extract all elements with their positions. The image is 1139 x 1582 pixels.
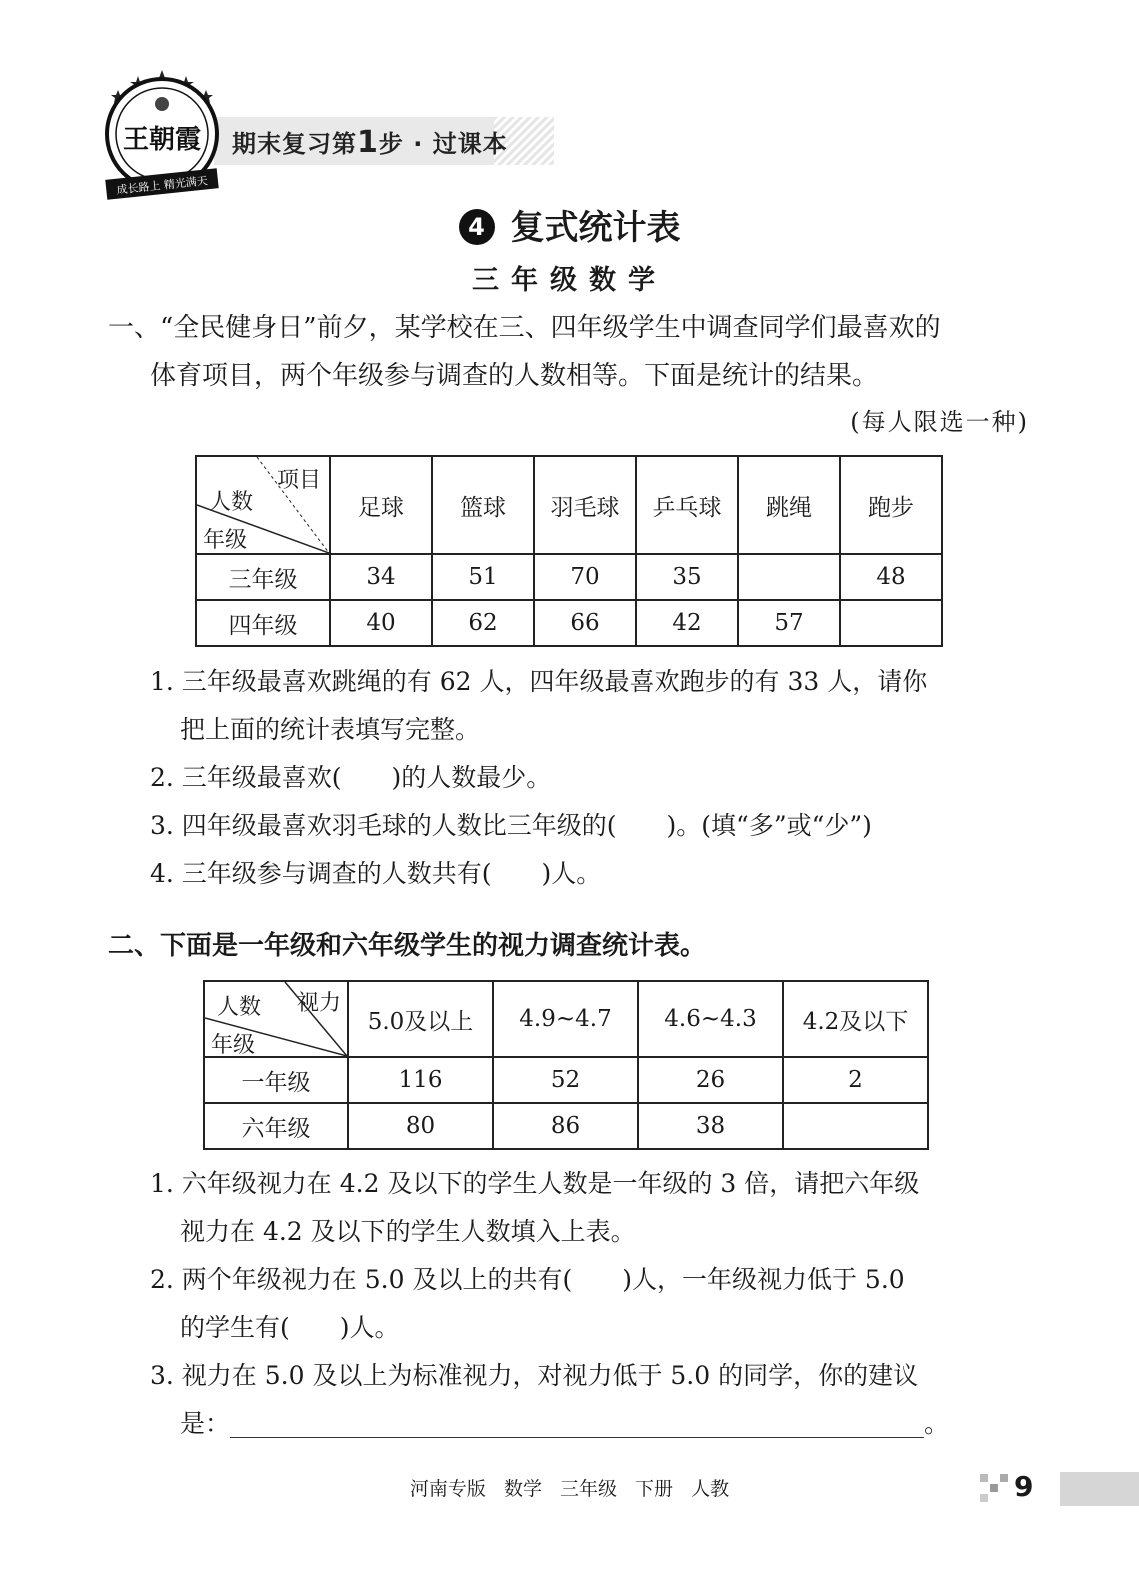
row-label: 六年级 bbox=[204, 1103, 348, 1149]
table-cell: 34 bbox=[330, 554, 432, 600]
column-header: 4.2及以下 bbox=[783, 981, 928, 1057]
table-header-row bbox=[196, 456, 942, 554]
q1-item-2: 2. 三年级最喜欢( )的人数最少。 bbox=[150, 763, 552, 792]
question-1-stem bbox=[108, 304, 1038, 400]
question-1-line-2: 体育项目，两个年级参与调查的人数相等。下面是统计的结果。 bbox=[150, 361, 879, 391]
table-corner-cell bbox=[204, 981, 348, 1057]
answer-suffix: 。 bbox=[924, 1409, 950, 1438]
table-row bbox=[204, 1103, 928, 1149]
table-cell: 52 bbox=[493, 1057, 638, 1103]
question-1-note: (每人限选一种) bbox=[850, 408, 1029, 436]
table-cell: 86 bbox=[493, 1103, 638, 1149]
header-title-prefix: 期末复习第 bbox=[232, 130, 357, 158]
corner-label-vision: 视力 bbox=[296, 991, 341, 1016]
lesson-title bbox=[0, 200, 1139, 249]
q1-item-3: 3. 四年级最喜欢羽毛球的人数比三年级的( )。(填“多”或“少”) bbox=[150, 811, 872, 840]
q2-item-1-line-1: 1. 六年级视力在 4.2 及以下的学生人数是一年级的 3 倍，请把六年级 bbox=[150, 1169, 920, 1198]
q1-item-4: 4. 三年级参与调查的人数共有( )人。 bbox=[150, 859, 602, 888]
grade-subject-title: 三年级数学 bbox=[472, 265, 667, 296]
portrait-icon bbox=[155, 97, 169, 111]
footer-edition: 河南专版 数学 三年级 下册 人教 bbox=[409, 1478, 730, 1500]
lesson-number-badge: 4 bbox=[459, 209, 495, 245]
q2-item-2 bbox=[150, 1256, 1030, 1352]
suggestion-answer-line[interactable] bbox=[230, 1411, 924, 1438]
corner-label-grade: 年级 bbox=[211, 1033, 256, 1058]
lesson-title-text: 复式统计表 bbox=[510, 208, 681, 248]
q2-item-1 bbox=[150, 1160, 1030, 1256]
table-corner-cell bbox=[196, 456, 330, 554]
blank-answer-cell[interactable] bbox=[840, 600, 942, 646]
blank-answer-cell[interactable] bbox=[783, 1103, 928, 1149]
table-cell: 70 bbox=[534, 554, 636, 600]
vision-stat-table bbox=[203, 980, 929, 1150]
footer-decoration bbox=[980, 1472, 1139, 1506]
page-number: 9 bbox=[1014, 1470, 1034, 1503]
column-header: 4.9~4.7 bbox=[493, 981, 638, 1057]
table-row bbox=[196, 554, 942, 600]
q2-item-3-line-1: 3. 视力在 5.0 及以上为标准视力，对视力低于 5.0 的同学，你的建议 bbox=[150, 1361, 919, 1390]
header-title-suffix: 步 · 过课本 bbox=[378, 130, 508, 158]
sports-stat-table bbox=[195, 455, 943, 647]
q2-item-3 bbox=[150, 1352, 1030, 1448]
header-title bbox=[232, 124, 508, 160]
column-header: 篮球 bbox=[432, 456, 534, 554]
table-cell: 40 bbox=[330, 600, 432, 646]
table-cell: 80 bbox=[348, 1103, 493, 1149]
corner-label-grade: 年级 bbox=[203, 528, 248, 553]
q1-item-1 bbox=[150, 658, 1030, 754]
table-cell: 62 bbox=[432, 600, 534, 646]
column-header: 4.6~4.3 bbox=[638, 981, 783, 1057]
table-cell: 116 bbox=[348, 1057, 493, 1103]
column-header: 5.0及以上 bbox=[348, 981, 493, 1057]
column-header: 跳绳 bbox=[738, 456, 840, 554]
logo-text: 王朝霞 bbox=[122, 125, 202, 155]
table-cell: 48 bbox=[840, 554, 942, 600]
table-row bbox=[196, 600, 942, 646]
corner-label-count: 人数 bbox=[209, 490, 254, 515]
q1-item-1-line-2: 把上面的统计表填写完整。 bbox=[180, 715, 481, 744]
row-label: 四年级 bbox=[196, 600, 330, 646]
column-header: 足球 bbox=[330, 456, 432, 554]
table-cell: 38 bbox=[638, 1103, 783, 1149]
column-header: 乒乓球 bbox=[636, 456, 738, 554]
column-header: 羽毛球 bbox=[534, 456, 636, 554]
row-label: 一年级 bbox=[204, 1057, 348, 1103]
table-cell: 51 bbox=[432, 554, 534, 600]
column-header: 跑步 bbox=[840, 456, 942, 554]
brand-logo-badge bbox=[100, 68, 224, 200]
table-cell: 57 bbox=[738, 600, 840, 646]
table-cell: 35 bbox=[636, 554, 738, 600]
q2-item-1-line-2: 视力在 4.2 及以下的学生人数填入上表。 bbox=[180, 1217, 636, 1246]
table-header-row bbox=[204, 981, 928, 1057]
question-2-stem: 二、下面是一年级和六年级学生的视力调查统计表。 bbox=[108, 931, 707, 961]
row-label: 三年级 bbox=[196, 554, 330, 600]
table-cell: 2 bbox=[783, 1057, 928, 1103]
table-cell: 26 bbox=[638, 1057, 783, 1103]
blank-answer-cell[interactable] bbox=[738, 554, 840, 600]
q2-item-3-line-2 bbox=[150, 1400, 1030, 1448]
table-cell: 66 bbox=[534, 600, 636, 646]
answer-prefix: 是： bbox=[180, 1409, 231, 1438]
logo-slogan: 成长路上 精光满天 bbox=[115, 174, 209, 197]
header-step-number: 1 bbox=[357, 125, 379, 160]
q2-item-2-line-2: 的学生有( )人。 bbox=[180, 1313, 400, 1342]
corner-label-count: 人数 bbox=[217, 995, 262, 1020]
question-1-line-1: 一、“全民健身日”前夕，某学校在三、四年级学生中调查同学们最喜欢的 bbox=[108, 313, 941, 343]
corner-label-item: 项目 bbox=[276, 468, 321, 493]
q2-item-2-line-1: 2. 两个年级视力在 5.0 及以上的共有( )人，一年级视力低于 5.0 bbox=[150, 1265, 905, 1294]
table-cell: 42 bbox=[636, 600, 738, 646]
q1-item-1-line-1: 1. 三年级最喜欢跳绳的有 62 人，四年级最喜欢跑步的有 33 人，请你 bbox=[150, 667, 928, 696]
table-row bbox=[204, 1057, 928, 1103]
